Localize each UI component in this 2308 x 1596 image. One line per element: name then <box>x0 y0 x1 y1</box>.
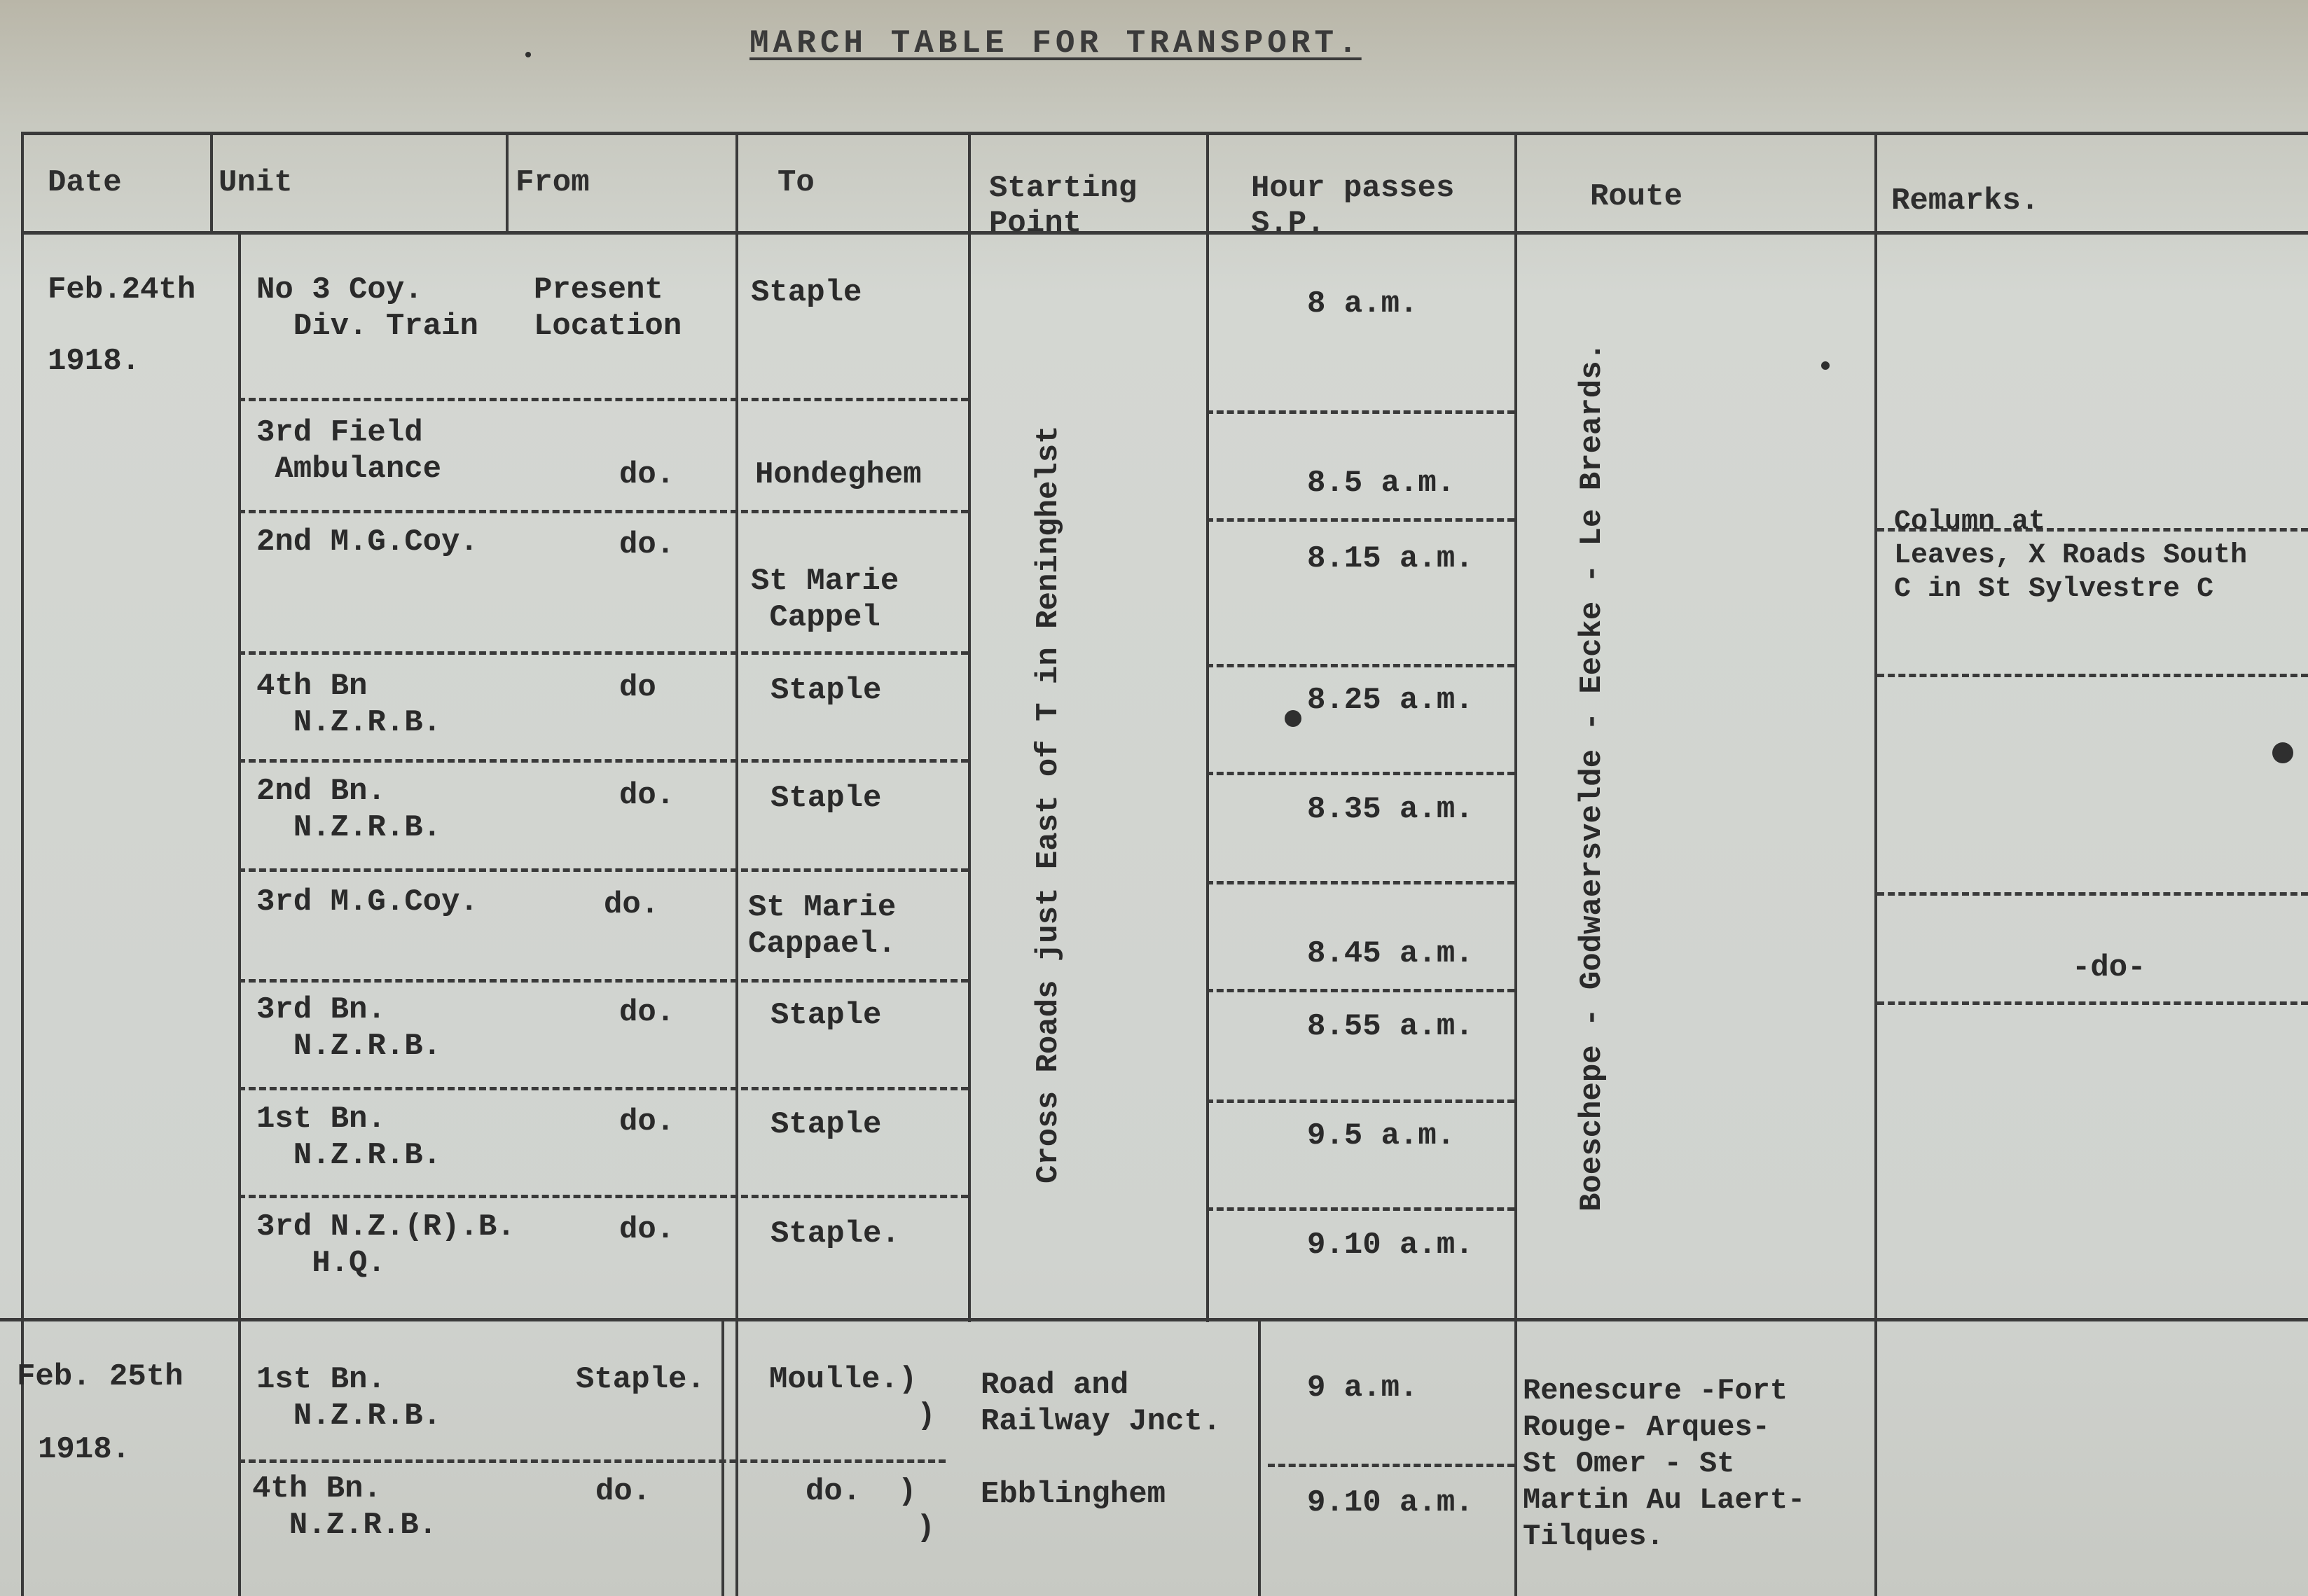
row-divider <box>238 759 968 763</box>
remarks-divider <box>1877 1001 2308 1005</box>
row-divider <box>238 868 968 872</box>
s2-row1-hour: 9 a.m. <box>1307 1371 1418 1406</box>
remarks-divider <box>1877 892 2308 896</box>
col-line-to <box>735 132 738 1596</box>
row-divider <box>238 1195 968 1198</box>
row-divider <box>238 1459 946 1463</box>
row2-to: Hondeghem <box>755 457 922 492</box>
row5-unit: 2nd Bn. N.Z.R.B. <box>256 774 442 845</box>
row5-hour: 8.35 a.m. <box>1307 792 1474 827</box>
s2-row1-to: Moulle.) ) <box>769 1362 936 1434</box>
hour-divider <box>1268 1464 1514 1467</box>
row1-hour: 8 a.m. <box>1307 286 1418 321</box>
header-hour-passes: Hour passes S.P. <box>1251 171 1455 241</box>
header-from: From <box>516 165 590 200</box>
s2-row2-to: do. ) ) <box>806 1474 935 1546</box>
row6-hour: 8.45 a.m. <box>1307 936 1474 971</box>
col-line-unit-body <box>238 231 241 1596</box>
ink-speck <box>1285 710 1301 727</box>
col-line-unit <box>210 132 213 233</box>
header-remarks: Remarks. <box>1891 183 2040 218</box>
row8-unit: 1st Bn. N.Z.R.B. <box>256 1102 442 1173</box>
col-line-from <box>506 132 509 233</box>
row3-to: St Marie Cappel <box>751 564 899 635</box>
row5-to: Staple <box>771 781 882 816</box>
row3-remarks: Column at Leaves, X Roads South C in St Sylvestre C <box>1894 506 2248 605</box>
row-divider <box>238 510 968 513</box>
col-line-hour2 <box>1258 1318 1261 1596</box>
remarks-divider <box>1877 674 2308 677</box>
row3-unit: 2nd M.G.Coy. <box>256 525 478 560</box>
row9-unit: 3rd N.Z.(R).B. H.Q. <box>256 1209 516 1281</box>
hour-divider <box>1206 1207 1514 1211</box>
col-line-remarks <box>1874 132 1877 1596</box>
row3-hour: 8.15 a.m. <box>1307 541 1474 576</box>
row4-from: do <box>619 670 656 705</box>
section1-year: 1918. <box>48 344 141 379</box>
s2-row2-unit: 4th Bn. N.Z.R.B. <box>252 1471 438 1543</box>
section1-route: Boeschepe - Godwaersvelde - Eecke - Le Breards. <box>1575 342 1610 1212</box>
row1-unit: No 3 Coy. Div. Train <box>256 272 478 344</box>
row3-from: do. <box>619 527 675 562</box>
row9-from: do. <box>619 1212 675 1247</box>
row7-unit: 3rd Bn. N.Z.R.B. <box>256 992 442 1064</box>
row2-hour: 8.5 a.m. <box>1307 466 1456 501</box>
s2-row2-from: do. <box>595 1474 651 1509</box>
section2-route: Renescure -Fort Rouge- Arques- St Omer - St Martin Au Laert- Tilques. <box>1523 1374 1806 1553</box>
row-divider <box>238 398 968 401</box>
hour-divider <box>1206 518 1514 522</box>
section-divider <box>0 1318 2308 1321</box>
hour-divider <box>1206 1099 1514 1103</box>
row4-to: Staple <box>771 673 882 708</box>
header-to: To <box>778 165 815 200</box>
row6-to: St Marie Cappael. <box>748 890 897 962</box>
row1-to: Staple <box>751 275 862 310</box>
s2-row1-unit: 1st Bn. N.Z.R.B. <box>256 1362 442 1434</box>
row5-from: do. <box>619 778 675 813</box>
section2-starting-point: Road and Railway Jnct. Ebblinghem <box>981 1368 1222 1512</box>
s2-row2-hour: 9.10 a.m. <box>1307 1485 1474 1520</box>
section1-date: Feb.24th <box>48 272 196 307</box>
section2-date: Feb. 25th <box>17 1359 184 1394</box>
header-route: Route <box>1590 179 1683 214</box>
row2-from: do. <box>619 457 675 492</box>
ink-speck <box>2272 742 2293 763</box>
header-date: Date <box>48 165 122 200</box>
col-line-route <box>1514 132 1517 1596</box>
hour-divider <box>1206 881 1514 884</box>
ink-speck <box>1821 361 1830 370</box>
row6-remarks: -do- <box>2072 950 2146 985</box>
row-divider <box>238 979 968 983</box>
col-line-start2 <box>721 1318 724 1596</box>
s2-row1-from: Staple. <box>576 1362 705 1397</box>
header-unit: Unit <box>219 165 293 200</box>
row9-hour: 9.10 a.m. <box>1307 1228 1474 1263</box>
row1-from: Present Location <box>534 272 682 344</box>
row7-hour: 8.55 a.m. <box>1307 1009 1474 1044</box>
col-line-start <box>968 132 971 1322</box>
section1-starting-point: Cross Roads just East of T in Reninghelst <box>1031 425 1066 1184</box>
hour-divider <box>1206 410 1514 414</box>
row8-to: Staple <box>771 1107 882 1142</box>
col-line-hour <box>1206 132 1209 1322</box>
ink-speck <box>525 52 531 57</box>
header-starting-point: Starting Point <box>989 171 1138 241</box>
row7-to: Staple <box>771 998 882 1033</box>
hour-divider <box>1206 772 1514 775</box>
row2-unit: 3rd Field Ambulance <box>256 415 442 487</box>
row4-hour: 8.25 a.m. <box>1307 683 1474 718</box>
row8-hour: 9.5 a.m. <box>1307 1118 1456 1153</box>
section2-year: 1918. <box>38 1432 131 1467</box>
row6-from: do. <box>604 887 660 922</box>
row6-unit: 3rd M.G.Coy. <box>256 884 478 920</box>
document-title: MARCH TABLE FOR TRANSPORT. <box>749 25 1362 62</box>
hour-divider <box>1206 989 1514 992</box>
row7-from: do. <box>619 995 675 1030</box>
row-divider <box>238 651 968 655</box>
row8-from: do. <box>619 1104 675 1139</box>
hour-divider <box>1206 664 1514 667</box>
header-bottom-rule <box>21 231 2308 235</box>
row4-unit: 4th Bn N.Z.R.B. <box>256 669 442 740</box>
row-divider <box>238 1087 968 1090</box>
header-top-rule <box>21 132 2308 135</box>
row9-to: Staple. <box>771 1216 900 1251</box>
